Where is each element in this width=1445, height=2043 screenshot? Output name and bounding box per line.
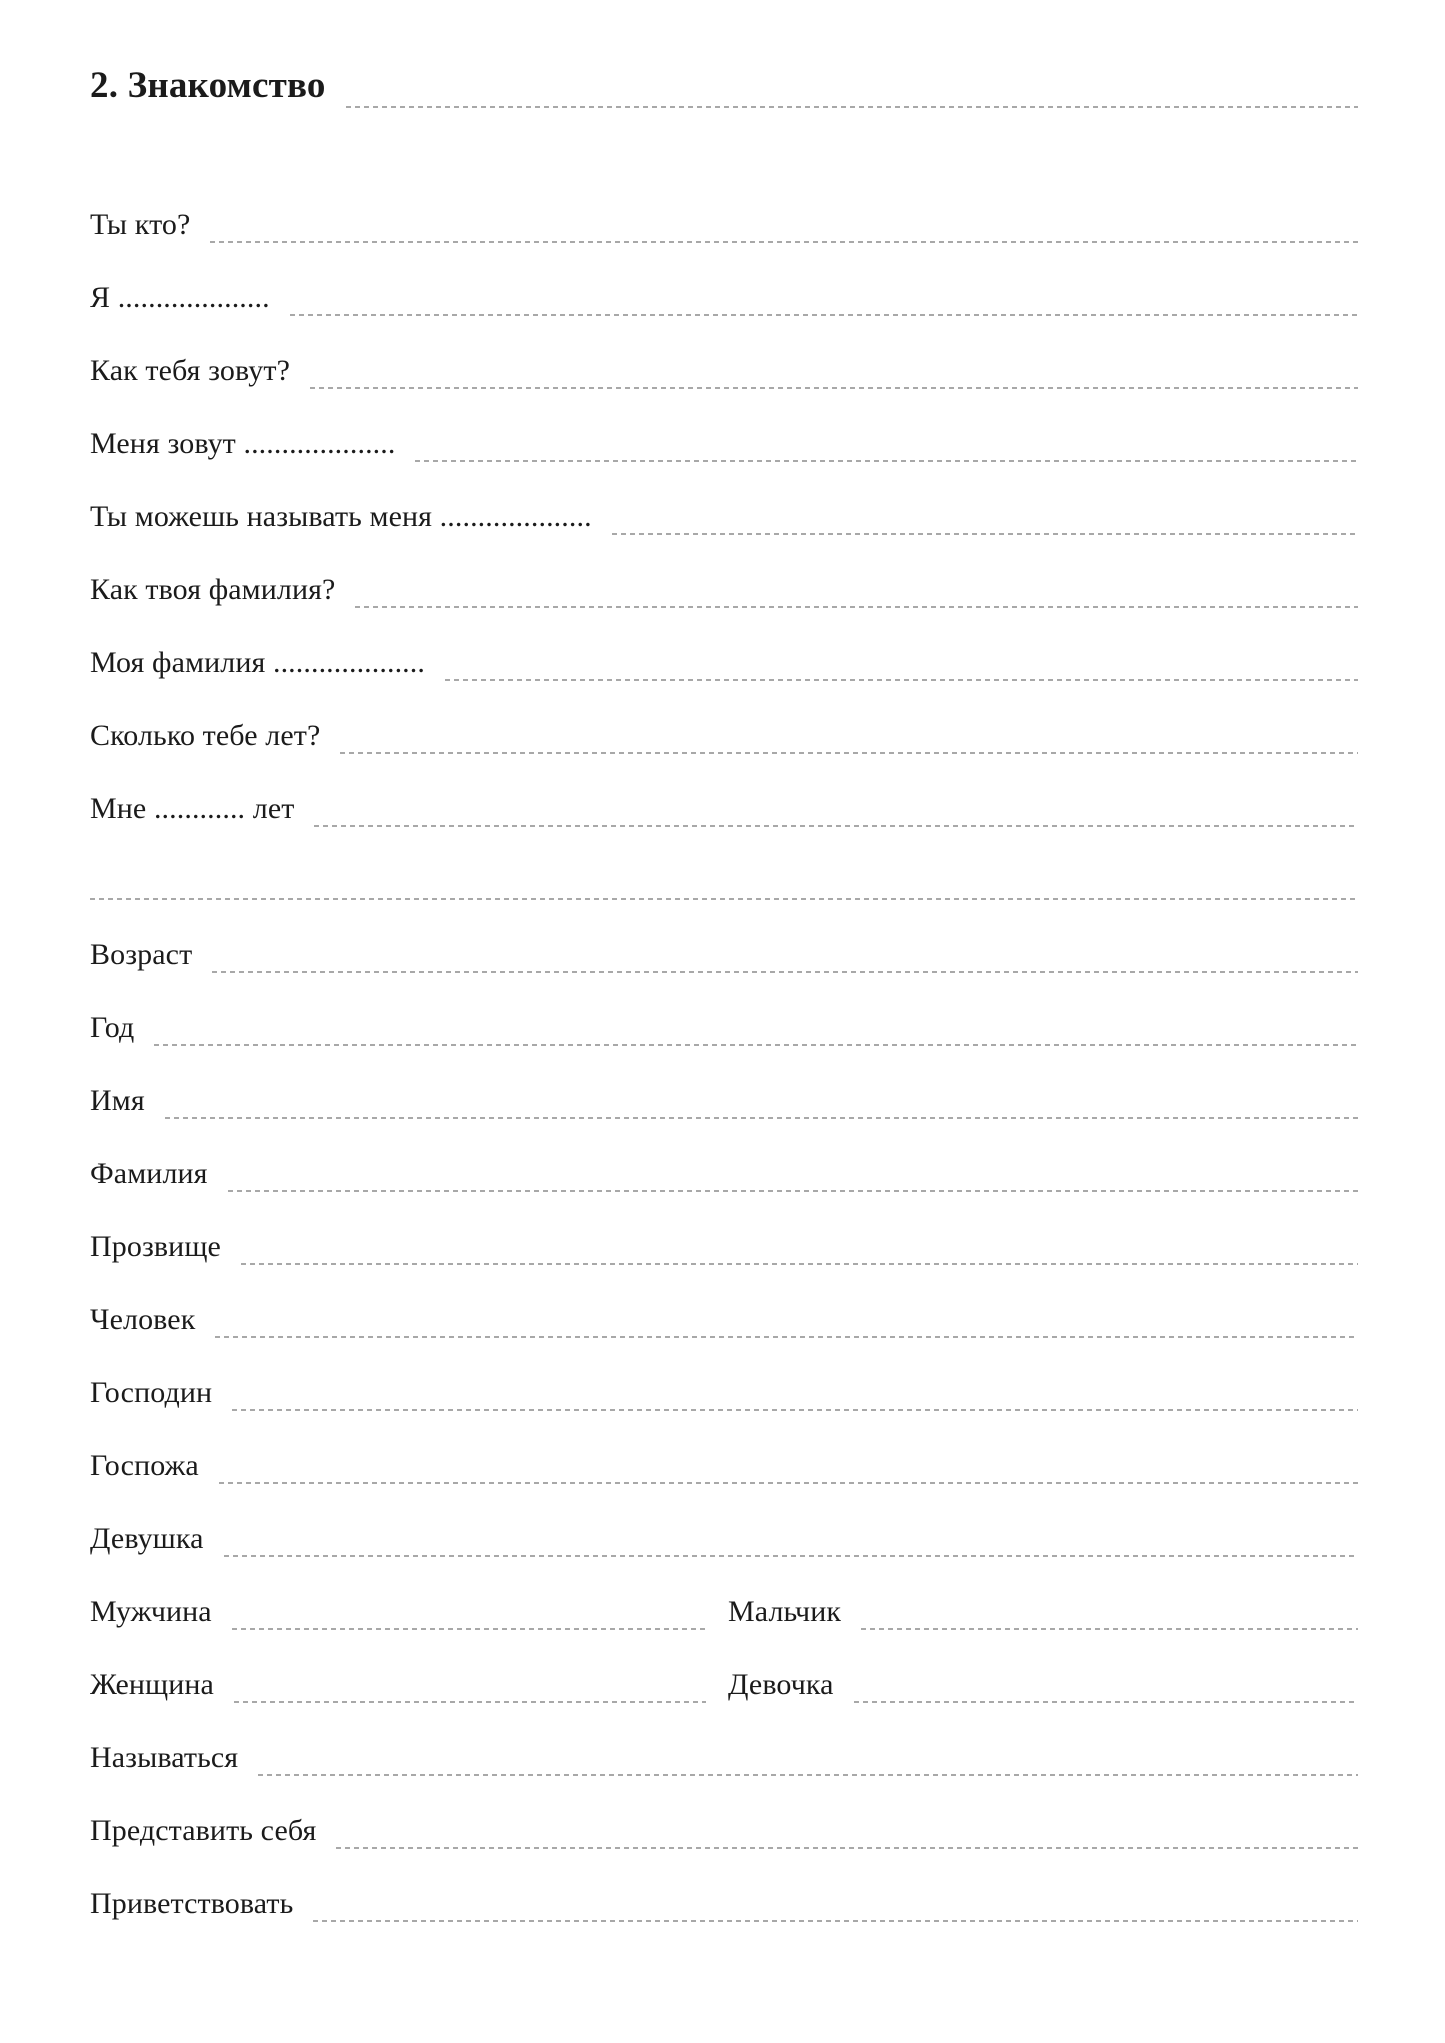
row-label: Меня зовут .................... (90, 427, 396, 460)
row-label: Приветствовать (90, 1887, 294, 1920)
answer-line (313, 1920, 1358, 1922)
rows (90, 170, 1358, 1922)
answer-line (212, 971, 1358, 973)
row-label: Возраст (90, 938, 193, 971)
answer-line (445, 679, 1358, 681)
worksheet-row (90, 1849, 1358, 1922)
answer-line (314, 825, 1358, 827)
row-label: Моя фамилия .................... (90, 646, 425, 679)
answer-line (854, 1701, 1358, 1703)
answer-line (861, 1628, 1358, 1630)
answer-line (258, 1774, 1358, 1776)
row-label: Мальчик (728, 1595, 842, 1628)
answer-line (215, 1336, 1358, 1338)
worksheet-row (90, 1192, 1358, 1265)
row-label: Человек (90, 1303, 196, 1336)
answer-line (224, 1555, 1358, 1557)
row-left-column (90, 1594, 706, 1630)
answer-line (612, 533, 1358, 535)
blank-answer-line (90, 898, 1358, 900)
row-right-column (728, 1594, 1358, 1630)
worksheet-row (90, 754, 1358, 827)
answer-line (154, 1044, 1358, 1046)
row-label: Девочка (728, 1668, 834, 1701)
row-label: Мне ............ лет (90, 792, 295, 825)
page-title: 2. Знакомство (90, 65, 326, 106)
title-rule (346, 106, 1358, 108)
row-label: Называться (90, 1741, 239, 1774)
row-label: Ты можешь называть меня .................... (90, 500, 592, 533)
worksheet-row (90, 535, 1358, 608)
row-left-column (90, 1667, 706, 1703)
worksheet-row (90, 1265, 1358, 1338)
answer-line (290, 314, 1358, 316)
worksheet-row (90, 316, 1358, 389)
row-label: Как твоя фамилия? (90, 573, 336, 606)
worksheet-row (90, 900, 1358, 973)
title-row (90, 62, 1358, 108)
row-label: Фамилия (90, 1157, 208, 1190)
worksheet-row (90, 973, 1358, 1046)
worksheet-row (90, 681, 1358, 754)
row-label: Прозвище (90, 1230, 221, 1263)
worksheet-row (90, 389, 1358, 462)
row-label: Господин (90, 1376, 213, 1409)
answer-line (165, 1117, 1358, 1119)
worksheet-row (90, 1411, 1358, 1484)
row-label: Я .................... (90, 281, 270, 314)
answer-line (340, 752, 1358, 754)
worksheet-row (90, 1046, 1358, 1119)
row-label: Сколько тебе лет? (90, 719, 321, 752)
row-label: Ты кто? (90, 208, 191, 241)
row-label: Представить себя (90, 1814, 317, 1847)
answer-line (355, 606, 1358, 608)
answer-line (234, 1701, 706, 1703)
answer-line (415, 460, 1358, 462)
row-label: Имя (90, 1084, 145, 1117)
answer-line (336, 1847, 1358, 1849)
answer-line (241, 1263, 1358, 1265)
answer-line (219, 1482, 1358, 1484)
worksheet-row (90, 1338, 1358, 1411)
worksheet-row (90, 1557, 1358, 1630)
answer-line (232, 1409, 1358, 1411)
row-label: Год (90, 1011, 135, 1044)
worksheet-row (90, 170, 1358, 243)
row-label: Мужчина (90, 1595, 212, 1628)
row-label: Девушка (90, 1522, 204, 1555)
answer-line (210, 241, 1358, 243)
answer-line (228, 1190, 1358, 1192)
worksheet-row (90, 1703, 1358, 1776)
worksheet-row (90, 243, 1358, 316)
worksheet-row (90, 608, 1358, 681)
row-label: Женщина (90, 1668, 214, 1701)
worksheet-row (90, 1119, 1358, 1192)
answer-line (232, 1628, 706, 1630)
row-right-column (728, 1667, 1358, 1703)
divider-row (90, 827, 1358, 900)
worksheet-row (90, 1776, 1358, 1849)
worksheet-row (90, 462, 1358, 535)
answer-line (310, 387, 1358, 389)
worksheet-row (90, 1630, 1358, 1703)
worksheet-row (90, 1484, 1358, 1557)
row-label: Как тебя зовут? (90, 354, 290, 387)
row-label: Госпожа (90, 1449, 199, 1482)
